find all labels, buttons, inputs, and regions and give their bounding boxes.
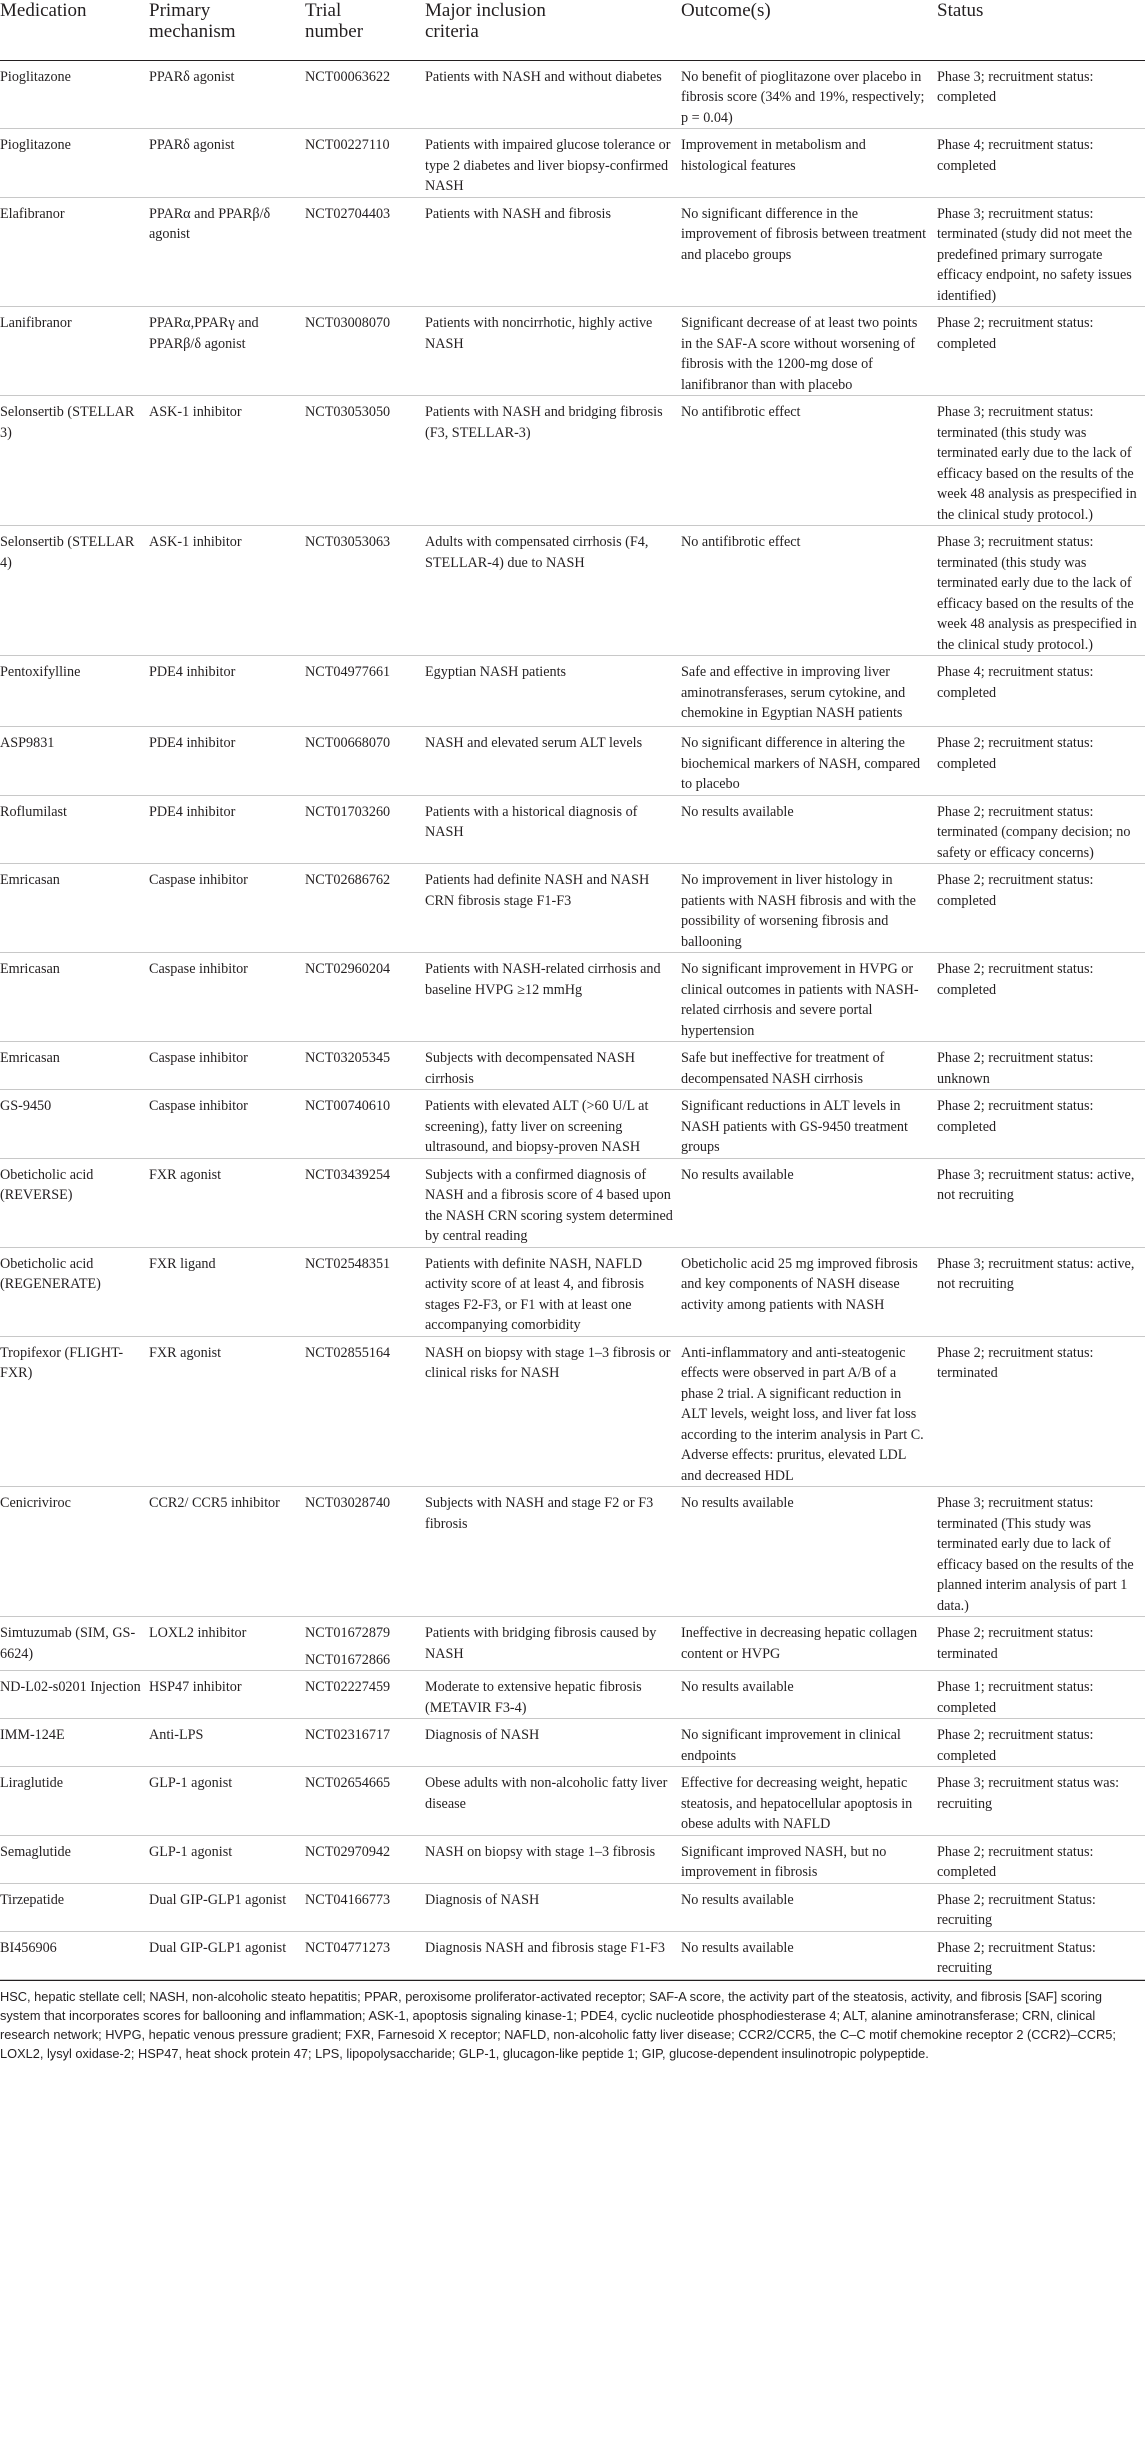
trial-number: NCT02316717	[305, 1727, 391, 1743]
trial-number: NCT04977661	[305, 664, 391, 680]
trial-number-cell	[305, 1767, 425, 1836]
table-row	[0, 1487, 1145, 1617]
medication-cell: Simtuzumab (SIM, GS-6624)	[0, 1625, 136, 1662]
inclusion-criteria-cell: Patients with NASH and fibrosis	[425, 205, 612, 222]
inclusion-criteria-cell: NASH on biopsy with stage 1–3 fibrosis or clinical risks for NASH	[425, 1344, 671, 1381]
outcome-cell: Safe and effective in improving liver aminotransferases, serum cytokine, and chemokine in Egyptian NASH patients	[681, 664, 906, 721]
trial-number-cell	[305, 60, 425, 129]
trial-number: NCT04166773	[305, 1891, 391, 1908]
trial-number-cell	[305, 1158, 425, 1247]
outcome-cell: Obeticholic acid 25 mg improved fibrosis and key components of NASH disease activity among patients with NASH	[681, 1255, 918, 1313]
mechanism-cell: Dual GIP-GLP1 agonist	[149, 1939, 287, 1956]
medication-cell: GS-9450	[0, 1098, 52, 1114]
medication-cell: Pentoxifylline	[0, 664, 81, 680]
status-cell: Phase 2; recruitment Status: recruiting	[937, 1891, 1096, 1928]
table-row	[0, 1719, 1145, 1767]
header-line: Outcome(s)	[681, 0, 771, 21]
mechanism-cell: PDE4 inhibitor	[149, 803, 236, 820]
trial-number-cell	[305, 727, 425, 796]
medication-cell: Emricasan	[0, 961, 60, 977]
status-cell: Phase 2; recruitment status: unknown	[937, 1050, 1094, 1087]
outcome-cell: Significant reductions in ALT levels in NASH patients with GS-9450 treatment groups	[681, 1098, 908, 1155]
outcome-cell: No improvement in liver histology in patients with NASH fibrosis and with the possibility of worsening fibrosis and ballooning	[681, 872, 916, 950]
outcome-cell: No results available	[681, 1939, 794, 1956]
trial-number-cell	[305, 656, 425, 727]
trial-number: NCT03053063	[305, 534, 391, 550]
medication-cell: Obeticholic acid (REGENERATE)	[0, 1255, 101, 1292]
medication-cell: Liraglutide	[0, 1775, 64, 1791]
header-line: mechanism	[149, 21, 236, 42]
mechanism-cell: HSP47 inhibitor	[149, 1679, 242, 1695]
trial-number: NCT01672879	[305, 1625, 391, 1641]
medication-cell: Tropifexor (FLIGHT-FXR)	[0, 1344, 124, 1381]
trial-number: NCT00227110	[305, 137, 390, 153]
table-row	[0, 1835, 1145, 1883]
table-row	[0, 1671, 1145, 1719]
mechanism-cell: PPARδ agonist	[149, 137, 235, 153]
status-cell: Phase 2; recruitment status: terminated	[937, 1344, 1094, 1381]
trial-number-cell	[305, 1042, 425, 1090]
table-row	[0, 1336, 1145, 1487]
trial-number: NCT03008070	[305, 315, 391, 331]
outcome-cell: No results available	[681, 1495, 794, 1511]
medication-cell: Roflumilast	[0, 803, 67, 820]
medication-cell: Emricasan	[0, 1050, 60, 1066]
trial-number: NCT02704403	[305, 205, 391, 222]
mechanism-cell: PPARδ agonist	[149, 68, 235, 85]
table-row	[0, 1042, 1145, 1090]
inclusion-criteria-cell: Patients with NASH and bridging fibrosis (F3, STELLAR-3)	[425, 404, 663, 441]
table-row	[0, 656, 1145, 727]
status-cell: Phase 2; recruitment Status: recruiting	[937, 1939, 1096, 1976]
header-major-inclusion-criteria	[425, 0, 681, 60]
header-line: Medication	[0, 0, 87, 21]
outcome-cell: Significant decrease of at least two points in the SAF-A score without worsening of fibrosis with the 1200-mg dose of lanifibranor than with placebo	[681, 315, 918, 393]
trial-number: NCT00740610	[305, 1098, 391, 1114]
trial-number-cell	[305, 953, 425, 1042]
trial-number-cell	[305, 526, 425, 656]
outcome-cell: No antifibrotic effect	[681, 534, 801, 550]
table-row	[0, 60, 1145, 129]
medication-cell: Tirzepatide	[0, 1891, 65, 1908]
mechanism-cell: FXR agonist	[149, 1344, 222, 1361]
mechanism-cell: Caspase inhibitor	[149, 872, 248, 888]
status-cell: Phase 3; recruitment status: terminated (This study was terminated early due to lack of efficacy based on the results of the planned interim analysis of part 1 data.)	[937, 1495, 1134, 1614]
outcome-cell: No antifibrotic effect	[681, 404, 801, 420]
trial-number: NCT02548351	[305, 1255, 391, 1272]
mechanism-cell: LOXL2 inhibitor	[149, 1625, 247, 1641]
medication-cell: Emricasan	[0, 872, 60, 888]
outcome-cell: Ineffective in decreasing hepatic collagen content or HVPG	[681, 1625, 918, 1662]
status-cell: Phase 2; recruitment status: terminated (company decision; no safety or efficacy concerns)	[937, 803, 1131, 861]
status-cell: Phase 2; recruitment status: completed	[937, 735, 1094, 772]
medication-cell: Semaglutide	[0, 1843, 71, 1860]
table-row	[0, 1158, 1145, 1247]
outcome-cell: Improvement in metabolism and histological features	[681, 137, 866, 174]
inclusion-criteria-cell: Patients with NASH-related cirrhosis and baseline HVPG ≥12 mmHg	[425, 961, 661, 998]
outcome-cell: Effective for decreasing weight, hepatic steatosis, and hepatocellular apoptosis in obese adults with NAFLD	[681, 1775, 913, 1832]
table-row	[0, 1931, 1145, 1979]
trial-number: NCT02654665	[305, 1775, 391, 1791]
mechanism-cell: ASK-1 inhibitor	[149, 404, 242, 420]
table-row	[0, 1090, 1145, 1159]
trial-number: NCT01703260	[305, 803, 391, 820]
inclusion-criteria-cell: Patients with bridging fibrosis caused by NASH	[425, 1625, 657, 1662]
inclusion-criteria-cell: Diagnosis of NASH	[425, 1727, 540, 1743]
header-trial-number	[305, 0, 425, 60]
status-cell: Phase 3; recruitment status: terminated (study did not meet the predefined primary surrogate efficacy endpoint, no safety issues identified)	[937, 205, 1133, 304]
medication-cell: ASP9831	[0, 735, 55, 751]
status-cell: Phase 4; recruitment status: completed	[937, 664, 1094, 701]
status-cell: Phase 2; recruitment status: terminated	[937, 1625, 1094, 1662]
inclusion-criteria-cell: Subjects with a confirmed diagnosis of NASH and a fibrosis score of 4 based upon the NASH CRN scoring system determined by central reading	[425, 1166, 673, 1244]
trial-number-cell	[305, 1487, 425, 1617]
mechanism-cell: ASK-1 inhibitor	[149, 534, 242, 550]
status-cell: Phase 2; recruitment status: completed	[937, 961, 1094, 998]
mechanism-cell: FXR ligand	[149, 1255, 216, 1272]
trial-number-cell	[305, 396, 425, 526]
header-medication	[0, 0, 149, 60]
header-primary-mechanism	[149, 0, 305, 60]
inclusion-criteria-cell: Patients with noncirrhotic, highly active NASH	[425, 315, 653, 352]
trial-number: NCT03205345	[305, 1050, 391, 1066]
trial-number-cell	[305, 1883, 425, 1931]
inclusion-criteria-cell: Patients with impaired glucose tolerance or type 2 diabetes and liver biopsy-confirmed NASH	[425, 137, 671, 194]
mechanism-cell: GLP-1 agonist	[149, 1843, 233, 1860]
table-row	[0, 129, 1145, 198]
table-row	[0, 1617, 1145, 1671]
trial-number: NCT01672866	[305, 1651, 391, 1668]
trial-number: NCT02855164	[305, 1344, 391, 1361]
table-row	[0, 307, 1145, 396]
trial-number-cell	[305, 1835, 425, 1883]
status-cell: Phase 4; recruitment status: completed	[937, 137, 1094, 174]
inclusion-criteria-cell: Patients with definite NASH, NAFLD activity score of at least 4, and fibrosis stages F2-F3, or F1 with at least one accompanying comorbidity	[425, 1255, 645, 1333]
mechanism-cell: Dual GIP-GLP1 agonist	[149, 1891, 287, 1908]
status-cell: Phase 3; recruitment status: active, not recruiting	[937, 1166, 1135, 1203]
outcome-cell: Anti-inflammatory and anti-steatogenic effects were observed in part A/B of a phase 2 trial. A significant reduction in ALT levels, weight loss, and liver fat loss according to the interim analysis in Part C. Adverse effects: pruritus, elevated LDL and decreased HDL	[681, 1344, 924, 1484]
mechanism-cell: Caspase inhibitor	[149, 1098, 248, 1114]
trial-number-cell	[305, 307, 425, 396]
inclusion-criteria-cell: Obese adults with non-alcoholic fatty liver disease	[425, 1775, 668, 1812]
mechanism-cell: PPARα,PPARγ and PPARβ/δ agonist	[149, 315, 259, 352]
outcome-cell: No results available	[681, 803, 794, 820]
medication-cell: Pioglitazone	[0, 137, 71, 153]
trial-number-cell	[305, 1617, 425, 1671]
status-cell: Phase 2; recruitment status: completed	[937, 1843, 1094, 1880]
header-line: Primary	[149, 0, 211, 21]
trial-number-cell	[305, 1090, 425, 1159]
mechanism-cell: FXR agonist	[149, 1166, 222, 1183]
outcome-cell: No results available	[681, 1679, 794, 1695]
medication-cell: Pioglitazone	[0, 68, 71, 85]
mechanism-cell: PPARα and PPARβ/δ agonist	[149, 205, 271, 242]
trial-number: NCT02970942	[305, 1843, 391, 1860]
trial-number: NCT02227459	[305, 1679, 391, 1695]
header-status	[937, 0, 1145, 60]
header-line: number	[305, 21, 364, 42]
outcome-cell: No significant improvement in HVPG or clinical outcomes in patients with NASH-related cirrhosis and severe portal hypertension	[681, 961, 919, 1039]
status-cell: Phase 3; recruitment status: active, not recruiting	[937, 1255, 1135, 1292]
trial-number-cell	[305, 1931, 425, 1979]
table-footnote: HSC, hepatic stellate cell; NASH, non-alcoholic steato hepatitis; PPAR, peroxisome proliferator-activated receptor; SAF-A score, the activity part of the steatosis, activity, and fibrosis [SAF] scoring system that incorporates scores for ballooning and inflammation; ASK-1, apoptosis signaling kinase-1; PDE4, cyclic nucleotide phosphodiesterase 4; ALT, alanine aminotransferase; CRN, clinical research network; HVPG, hepatic venous pressure gradient; FXR, Farnesoid X receptor; NAFLD, non-alcoholic fatty liver disease; CCR2/CCR5, the C–C motif chemokine receptor 2 (CCR2)–CCR5; LOXL2, lysyl oxidase-2; HSP47, heat shock protein 47; LPS, lipopolysaccharide; GLP-1, glucagon-like peptide 1; GIP, glucose-dependent insulinotropic polypeptide.	[0, 1980, 1145, 2063]
inclusion-criteria-cell: Diagnosis of NASH	[425, 1891, 540, 1908]
trial-number: NCT03028740	[305, 1495, 391, 1511]
medication-cell: Selonsertib (STELLAR 3)	[0, 404, 135, 441]
mechanism-cell: CCR2/ CCR5 inhibitor	[149, 1495, 280, 1511]
mechanism-cell: Caspase inhibitor	[149, 1050, 248, 1066]
status-cell: Phase 2; recruitment status: completed	[937, 1727, 1094, 1764]
medication-cell: BI456906	[0, 1939, 57, 1956]
outcome-cell: No significant difference in the improvement of fibrosis between treatment and placebo groups	[681, 205, 927, 263]
mechanism-cell: Anti-LPS	[149, 1727, 204, 1743]
outcome-cell: Safe but ineffective for treatment of decompensated NASH cirrhosis	[681, 1050, 885, 1087]
status-cell: Phase 2; recruitment status: completed	[937, 1098, 1094, 1135]
medication-cell: Elafibranor	[0, 205, 65, 222]
table-row	[0, 526, 1145, 656]
status-cell: Phase 1; recruitment status: completed	[937, 1679, 1094, 1716]
inclusion-criteria-cell: Subjects with decompensated NASH cirrhosis	[425, 1050, 636, 1087]
status-cell: Phase 2; recruitment status: completed	[937, 872, 1094, 909]
trial-number-cell	[305, 197, 425, 307]
trial-number: NCT00063622	[305, 68, 391, 85]
status-cell: Phase 3; recruitment status: terminated (this study was terminated early due to the lack of efficacy based on the results of the week 48 analysis as prespecified in the clinical study protocol.)	[937, 404, 1137, 523]
trial-number-cell	[305, 1336, 425, 1487]
header-line: Major inclusion	[425, 0, 546, 21]
inclusion-criteria-cell: Adults with compensated cirrhosis (F4, STELLAR-4) due to NASH	[425, 534, 649, 571]
trial-number-cell	[305, 1247, 425, 1336]
inclusion-criteria-cell: Subjects with NASH and stage F2 or F3 fibrosis	[425, 1495, 654, 1532]
inclusion-criteria-cell: Patients with NASH and without diabetes	[425, 68, 662, 85]
table-row	[0, 1247, 1145, 1336]
outcome-cell: No significant difference in altering the biochemical markers of NASH, compared to placebo	[681, 735, 921, 792]
outcome-cell: No significant improvement in clinical endpoints	[681, 1727, 901, 1764]
trial-number-cell	[305, 1719, 425, 1767]
status-cell: Phase 3; recruitment status: completed	[937, 68, 1094, 105]
table-body	[0, 60, 1145, 1979]
inclusion-criteria-cell: NASH and elevated serum ALT levels	[425, 735, 643, 751]
table-header	[0, 0, 1145, 60]
medication-cell: Lanifibranor	[0, 315, 72, 331]
header-outcomes	[681, 0, 937, 60]
trial-number-cell	[305, 129, 425, 198]
trial-number-cell	[305, 795, 425, 864]
table-row	[0, 396, 1145, 526]
medication-cell: Selonsertib (STELLAR 4)	[0, 534, 135, 571]
trial-number-cell	[305, 864, 425, 953]
table-row	[0, 795, 1145, 864]
table-row	[0, 953, 1145, 1042]
inclusion-criteria-cell: NASH on biopsy with stage 1–3 fibrosis	[425, 1843, 656, 1860]
mechanism-cell: Caspase inhibitor	[149, 961, 248, 977]
inclusion-criteria-cell: Egyptian NASH patients	[425, 664, 567, 680]
medication-cell: Obeticholic acid (REVERSE)	[0, 1166, 94, 1203]
table-row	[0, 1883, 1145, 1931]
mechanism-cell: PDE4 inhibitor	[149, 735, 236, 751]
table-row	[0, 197, 1145, 307]
header-line: Status	[937, 0, 984, 21]
status-cell: Phase 3; recruitment status: terminated (this study was terminated early due to the lack of efficacy based on the results of the week 48 analysis as prespecified in the clinical study protocol.)	[937, 534, 1137, 653]
trial-number: NCT02960204	[305, 961, 391, 977]
trial-number: NCT03053050	[305, 404, 391, 420]
status-cell: Phase 3; recruitment status was: recruiting	[937, 1775, 1120, 1812]
header-line: criteria	[425, 21, 479, 42]
trial-number: NCT00668070	[305, 735, 391, 751]
status-cell: Phase 2; recruitment status: completed	[937, 315, 1094, 352]
inclusion-criteria-cell: Moderate to extensive hepatic fibrosis (METAVIR F3-4)	[425, 1679, 642, 1716]
outcome-cell: No results available	[681, 1166, 794, 1183]
medication-cell: IMM-124E	[0, 1727, 65, 1743]
inclusion-criteria-cell: Diagnosis NASH and fibrosis stage F1-F3	[425, 1939, 666, 1956]
inclusion-criteria-cell: Patients with elevated ALT (>60 U/L at screening), fatty liver on screening ultrasound, and biopsy-proven NASH	[425, 1098, 649, 1155]
header-line: Trial	[305, 0, 342, 21]
trial-number-cell	[305, 1671, 425, 1719]
trial-number: NCT04771273	[305, 1939, 391, 1956]
table-row	[0, 727, 1145, 796]
inclusion-criteria-cell: Patients with a historical diagnosis of NASH	[425, 803, 638, 840]
outcome-cell: No benefit of pioglitazone over placebo in fibrosis score (34% and 19%, respectively; p = 0.04)	[681, 68, 925, 126]
medication-cell: ND-L02-s0201 Injection	[0, 1679, 141, 1695]
medication-cell: Cenicriviroc	[0, 1495, 71, 1511]
mechanism-cell: GLP-1 agonist	[149, 1775, 233, 1791]
table-row	[0, 1767, 1145, 1836]
trial-number: NCT03439254	[305, 1166, 391, 1183]
mechanism-cell: PDE4 inhibitor	[149, 664, 236, 680]
inclusion-criteria-cell: Patients had definite NASH and NASH CRN fibrosis stage F1-F3	[425, 872, 650, 909]
outcome-cell: Significant improved NASH, but no improvement in fibrosis	[681, 1843, 887, 1880]
trial-number: NCT02686762	[305, 872, 391, 888]
outcome-cell: No results available	[681, 1891, 794, 1908]
table-row	[0, 864, 1145, 953]
